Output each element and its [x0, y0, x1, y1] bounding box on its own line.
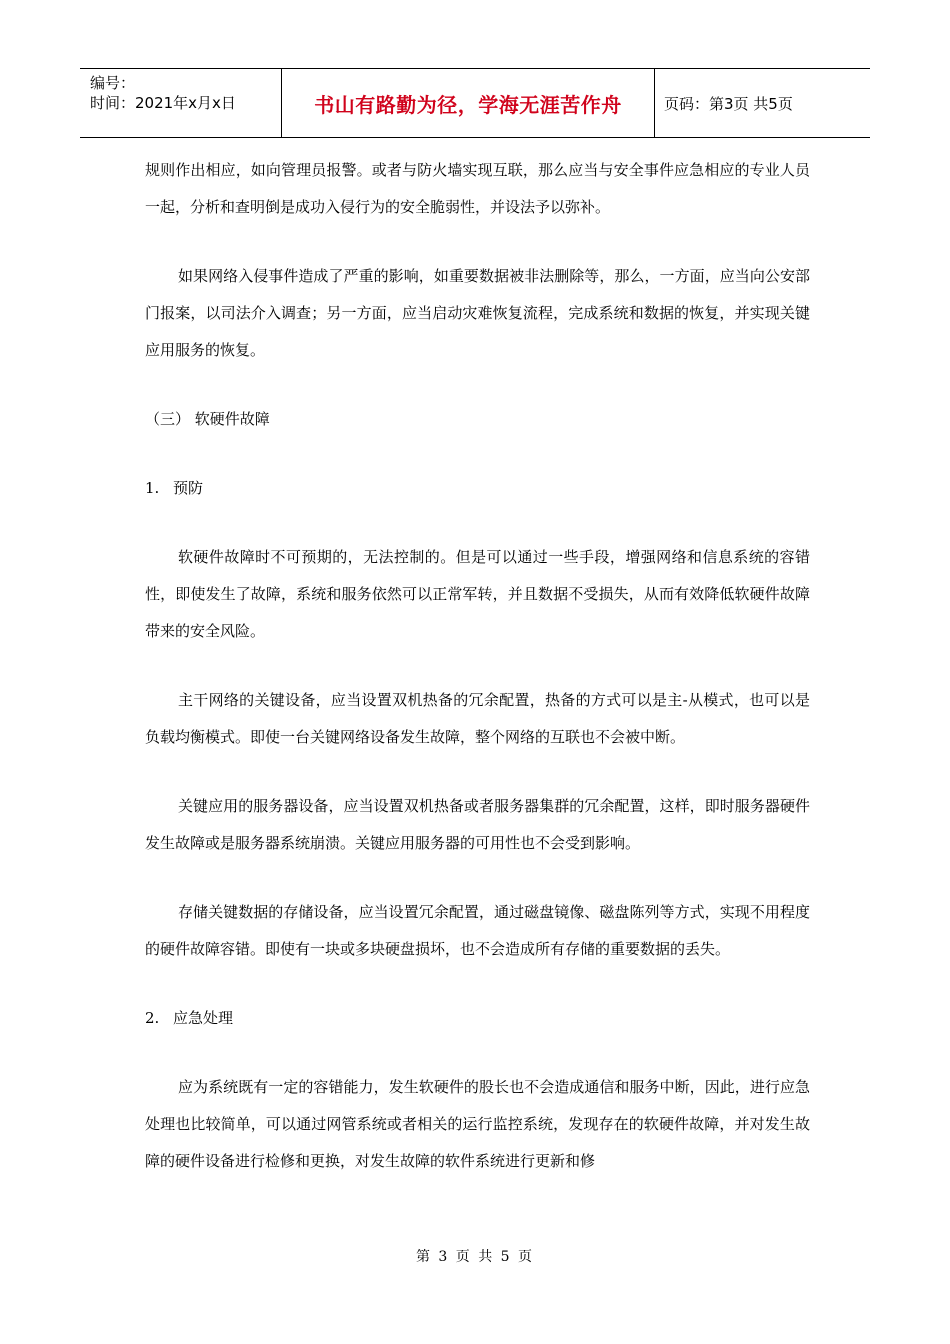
- subsection-number: 1.: [145, 479, 160, 497]
- paragraph: 应为系统既有一定的容错能力，发生软硬件的股长也不会造成通信和服务中断，因此，进行应急处理也比较简单，可以通过网管系统或者相关的运行监控系统，发现存在的软硬件故障，并对发生故障的硬件设备进行检修和更换，对发生故障的软件系统进行更新和修: [145, 1078, 810, 1170]
- subsection-title: 应急处理: [173, 1009, 234, 1027]
- document-body: [145, 152, 810, 1212]
- paragraph: 软硬件故障时不可预期的，无法控制的。但是可以通过一些手段，增强网络和信息系统的容错性，即使发生了故障，系统和服务依然可以正常军转，并且数据不受损失，从而有效降低软硬件故障带来的安全风险。: [145, 548, 810, 640]
- paragraph: 存储关键数据的存储设备，应当设置冗余配置，通过磁盘镜像、磁盘陈列等方式，实现不用程度的硬件故障容错。即使有一块或多块硬盘损坏，也不会造成所有存储的重要数据的丢失。: [145, 903, 810, 958]
- section-heading: （三） 软硬件故障: [145, 410, 270, 428]
- subsection-heading: [145, 1000, 810, 1037]
- header-motto: 书山有路勤为径，学海无涯苦作舟: [314, 92, 622, 117]
- subsection-title: 预防: [173, 479, 204, 497]
- paragraph: 如果网络入侵事件造成了严重的影响，如重要数据被非法删除等，那么，一方面，应当向公安部门报案，以司法介入调查；另一方面，应当启动灾难恢复流程，完成系统和数据的恢复，并实现关键应用服务的恢复。: [145, 267, 810, 359]
- header-motto-cell: [281, 69, 655, 137]
- document-date-label: 时间：2021年x月x日: [90, 94, 236, 112]
- paragraph: 关键应用的服务器设备，应当设置双机热备或者服务器集群的冗余配置，这样，即时服务器硬件发生故障或是服务器系统崩溃。关键应用服务器的可用性也不会受到影响。: [145, 797, 810, 852]
- header-page-cell: [664, 69, 870, 137]
- document-number-label: 编号：: [90, 74, 136, 92]
- subsection-heading: [145, 470, 810, 507]
- subsection-number: 2.: [145, 1009, 160, 1027]
- paragraph: 规则作出相应，如向管理员报警。或者与防火墙实现互联，那么应当与安全事件应急相应的专业人员一起，分析和查明倒是成功入侵行为的安全脆弱性，并设法予以弥补。: [145, 161, 810, 216]
- page-header: [80, 68, 870, 138]
- header-page-label: 页码：第3页 共5页: [664, 94, 793, 113]
- page-footer: 第 3 页 共 5 页: [415, 1249, 535, 1265]
- paragraph: 主干网络的关键设备，应当设置双机热备的冗余配置，热备的方式可以是主-从模式，也可以是负载均衡模式。即使一台关键网络设备发生故障，整个网络的互联也不会被中断。: [145, 691, 810, 746]
- header-meta: [80, 69, 280, 137]
